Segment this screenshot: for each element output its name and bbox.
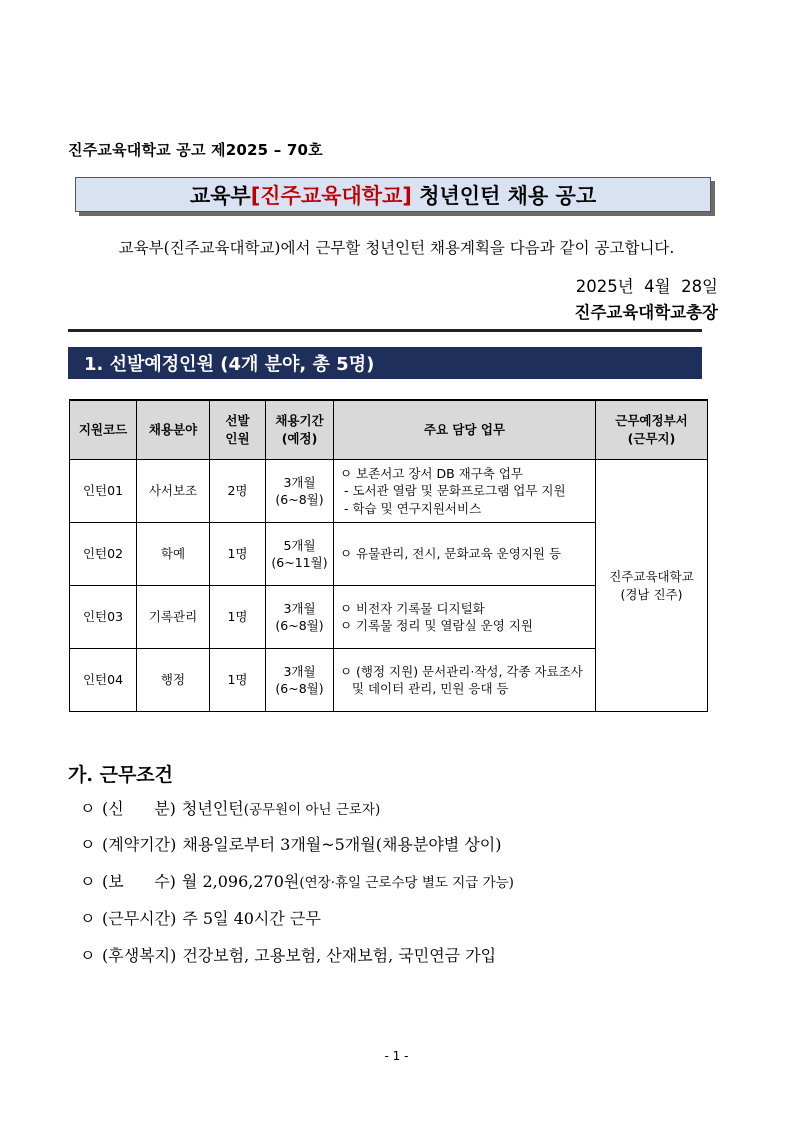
condition-label: (보 수): [102, 872, 176, 891]
duty-line: ㅇ (행정 지원) 문서관리·작성, 각종 자료조사: [340, 663, 583, 679]
cell-duties: [334, 586, 596, 649]
condition-bullet: ㅇ: [80, 799, 96, 818]
page-number: - 1 -: [384, 1049, 409, 1063]
condition-item: [80, 832, 502, 855]
title-suffix: 청년인턴 채용 공고: [411, 183, 597, 208]
condition-text: 채용일로부터 3개월~5개월(채용분야별 상이): [182, 835, 502, 854]
table-header-row: [70, 400, 708, 460]
condition-item: [80, 796, 380, 819]
duty-line: ㅇ 기록물 정리 및 열람실 운영 지원: [340, 618, 533, 633]
cell-period: 5개월 (6~11월): [266, 523, 334, 586]
cell-duties: [334, 649, 596, 712]
condition-text: 주 5일 40시간 근무: [182, 909, 321, 928]
cell-period: 3개월 (6~8월): [266, 460, 334, 523]
title-prefix: 교육부: [189, 183, 251, 208]
condition-note: (공무원이 아닌 근로자): [243, 802, 381, 818]
divider: [68, 329, 702, 332]
duty-line: ㅇ 유물관리, 전시, 문화교육 운영지원 등: [340, 546, 562, 562]
column-header: 근무예정부서 (근무지): [596, 400, 708, 460]
announcement-title: [75, 177, 711, 212]
condition-label: (근무시간): [102, 909, 177, 928]
cell-department: 진주교육대학교 (경남 진주): [596, 460, 708, 712]
condition-bullet: ㅇ: [80, 909, 96, 928]
cell-duties: [334, 460, 596, 523]
condition-item: [80, 943, 496, 966]
column-header: 선발 인원: [210, 400, 266, 460]
column-header: 채용기간 (예정): [266, 400, 334, 460]
duty-line: ㅇ 비전자 기록물 디지털화: [340, 600, 485, 616]
duty-line: 및 데이터 관리, 민원 응대 등: [340, 681, 509, 696]
table-row: [70, 460, 708, 523]
column-header: 채용분야: [137, 400, 210, 460]
column-header: 주요 담당 업무: [334, 400, 596, 460]
cell-count: 1명: [210, 586, 266, 649]
cell-period: 3개월 (6~8월): [266, 586, 334, 649]
duty-line: ㅇ 보존서고 장서 DB 재구축 업무: [340, 465, 523, 481]
condition-label: (계약기간): [102, 835, 177, 854]
title-highlight: [진주교육대학교]: [250, 183, 412, 208]
cell-field: 기록관리: [137, 586, 210, 649]
issuer: 진주교육대학교총장: [574, 303, 718, 322]
conditions-heading: 가. 근무조건: [68, 764, 173, 786]
intro-text: 교육부(진주교육대학교)에서 근무할 청년인턴 채용계획을 다음과 같이 공고합니다.: [118, 239, 675, 257]
duty-line: - 학습 및 연구지원서비스: [340, 500, 482, 516]
cell-duties: [334, 523, 596, 586]
cell-count: 1명: [210, 649, 266, 712]
condition-text: 청년인턴: [181, 799, 244, 818]
notice-number: 진주교육대학교 공고 제2025 – 70호: [68, 141, 323, 159]
condition-label: (후생복지): [102, 946, 177, 965]
cell-code: 인턴03: [70, 586, 137, 649]
cell-code: 인턴01: [70, 460, 137, 523]
cell-code: 인턴02: [70, 523, 137, 586]
cell-period: 3개월 (6~8월): [266, 649, 334, 712]
recruitment-table: [69, 399, 708, 712]
cell-code: 인턴04: [70, 649, 137, 712]
condition-bullet: ㅇ: [80, 835, 96, 854]
announcement-date: 2025년 4월 28일: [575, 277, 718, 296]
section-heading: 1. 선발예정인원 (4개 분야, 총 5명): [68, 347, 702, 379]
condition-bullet: ㅇ: [80, 946, 96, 965]
cell-field: 행정: [137, 649, 210, 712]
condition-text: 건강보험, 고용보험, 산재보험, 국민연금 가입: [182, 946, 497, 965]
cell-field: 학예: [137, 523, 210, 586]
column-header: 지원코드: [70, 400, 137, 460]
condition-item: [80, 906, 321, 929]
cell-count: 2명: [210, 460, 266, 523]
condition-note: (연장·휴일 근로수당 별도 지급 가능): [299, 875, 514, 891]
condition-label: (신 분): [102, 799, 176, 818]
duty-line: - 도서관 열람 및 문화프로그램 업무 지원: [340, 483, 566, 499]
cell-field: 사서보조: [137, 460, 210, 523]
condition-text: 월 2,096,270원: [181, 872, 300, 891]
condition-item: [80, 869, 514, 892]
cell-count: 1명: [210, 523, 266, 586]
condition-bullet: ㅇ: [80, 872, 96, 891]
